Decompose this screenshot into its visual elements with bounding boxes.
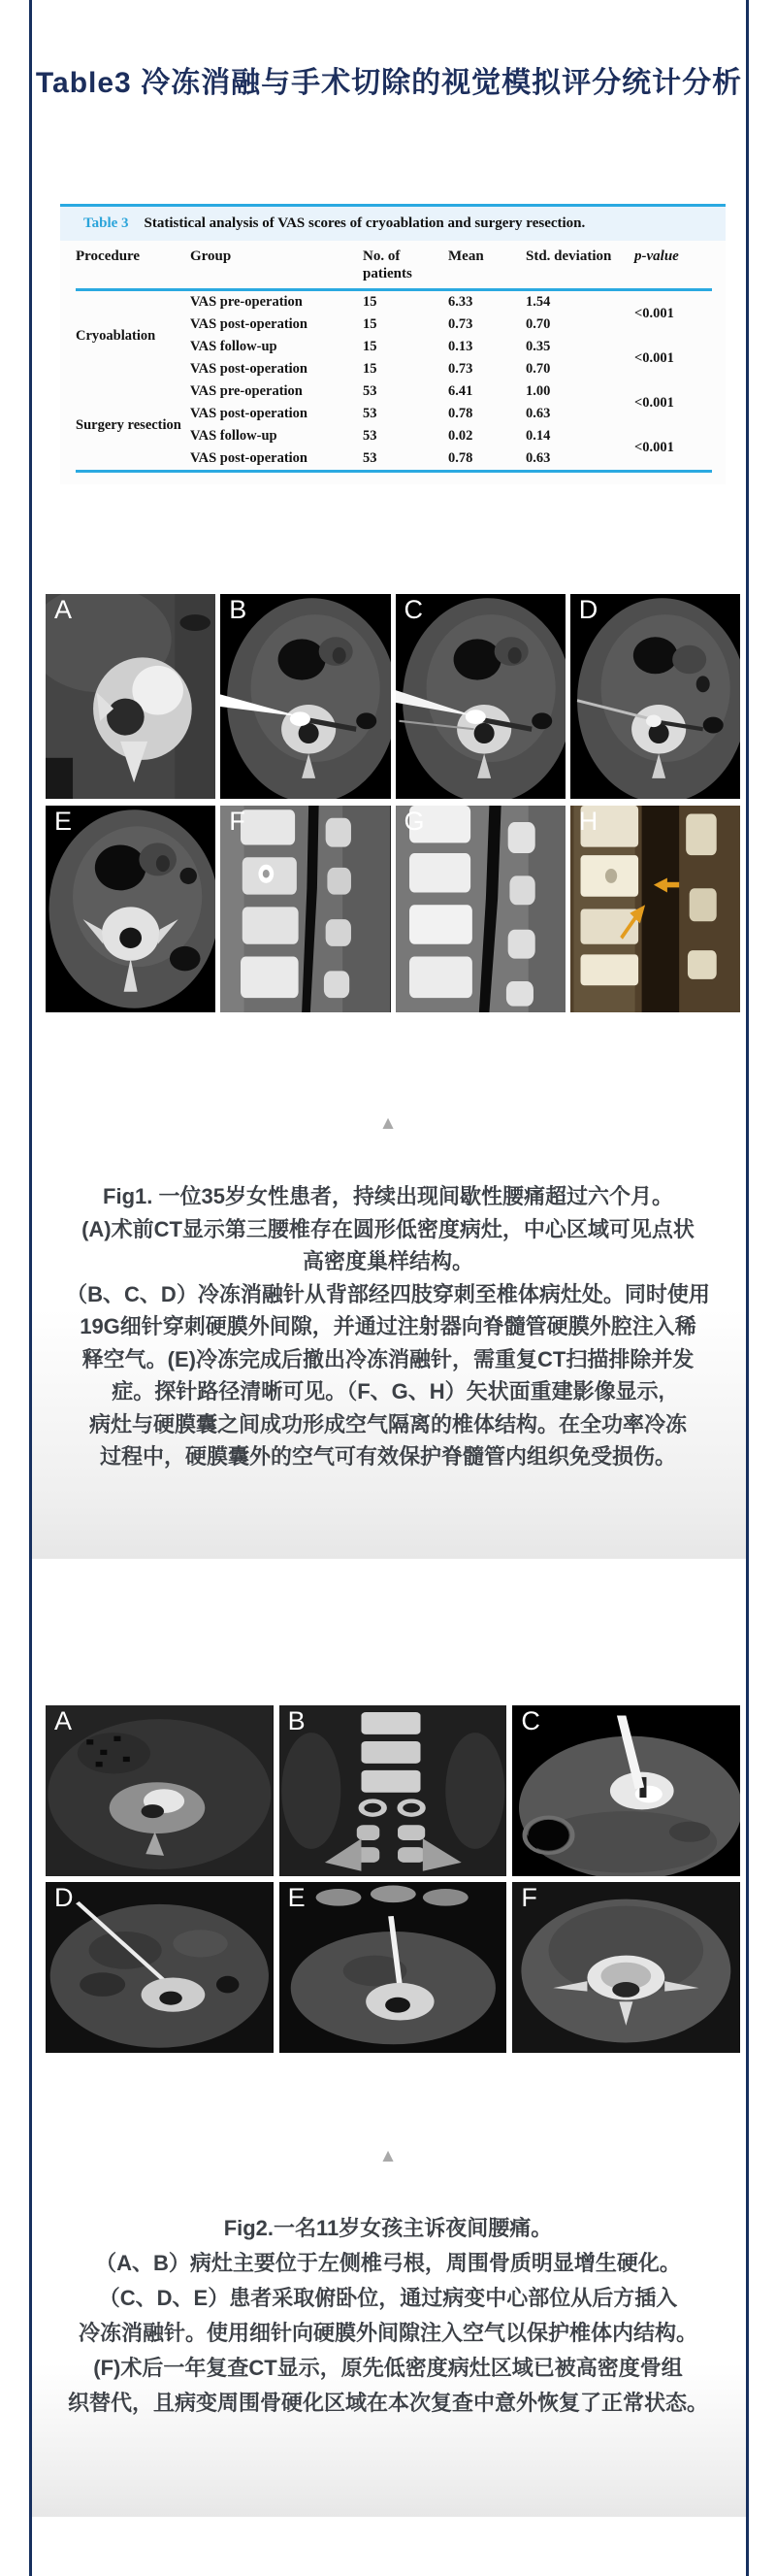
cell-group: VAS pre-operation: [190, 383, 303, 399]
fig2-panel-a: [46, 1705, 274, 1876]
fig2-panel-d-label: D: [54, 1883, 74, 1912]
fig2-panel-b: [279, 1705, 507, 1876]
frame-left-border: [29, 0, 32, 2576]
cell-mean: 0.78: [448, 450, 473, 466]
fig1-panel-d: [570, 594, 740, 799]
table-header-row: [76, 241, 712, 290]
vas-statistics-table: [60, 204, 726, 484]
caption-line: 冷冻消融针。使用细针向硬膜外间隙注入空气以保护椎体内结构。: [78, 2321, 697, 2345]
col-header-pvalue: p-value: [634, 241, 712, 290]
col-header-patients: No. of patients: [363, 241, 448, 290]
cell-mean: 6.41: [448, 383, 473, 399]
cell-sd: 0.70: [526, 361, 551, 377]
caption-line: 织替代，且病变周围骨硬化区域在本次复查中意外恢复了正常状态。: [67, 2391, 708, 2415]
table-caption: [60, 204, 726, 241]
table-row: [76, 290, 712, 314]
fig2-panel-c: [512, 1705, 740, 1876]
fig1-panel-c-label: C: [404, 595, 423, 624]
cell-sd: 0.70: [526, 316, 551, 332]
col-header-sd: Std. deviation: [526, 241, 634, 290]
caption-line: 19G细针穿刺硬膜外间隙，并通过注射器向脊髓管硬膜外腔注入稀: [80, 1314, 696, 1338]
cell-group: VAS pre-operation: [190, 294, 303, 310]
fig1-panel-g: [396, 806, 566, 1012]
fig1-panel-d-label: D: [578, 595, 598, 624]
caption-line: （C、D、E）患者采取俯卧位，通过病变中心部位从后方插入: [98, 2286, 678, 2310]
caption-line: Fig2.一名11岁女孩主诉夜间腰痛。: [223, 2216, 553, 2240]
cell-mean: 0.13: [448, 339, 473, 354]
cell-n: 53: [363, 383, 377, 399]
table-row: [76, 380, 712, 403]
caption-line: 病灶与硬膜囊之间成功形成空气隔离的椎体结构。在全功率冷冻: [88, 1411, 687, 1437]
cell-n: 53: [363, 406, 377, 421]
cell-mean: 0.02: [448, 428, 473, 444]
caption-line: （A、B）病灶主要位于左侧椎弓根，周围骨质明显增生硬化。: [95, 2251, 681, 2275]
fig1-panel-c: [396, 594, 566, 799]
fig1-panel-e: [46, 806, 215, 1012]
cell-n: 53: [363, 450, 377, 466]
fig1-panel-f: [220, 806, 390, 1012]
cell-mean: 0.78: [448, 406, 473, 421]
caption-line: 症。探针路径清晰可见。（F、G、H）矢状面重建影像显示,: [112, 1379, 664, 1404]
fig1-panel-f-label: F: [229, 807, 245, 836]
cell-group: VAS post-operation: [190, 316, 307, 332]
figure2-caption: [41, 2211, 735, 2421]
figure1-panels: [46, 594, 740, 1012]
col-header-mean: Mean: [448, 241, 526, 290]
fig2-panel-c-label: C: [521, 1706, 540, 1735]
fig2-panel-e-label: E: [287, 1883, 306, 1912]
caption-line: (A)术前CT显示第三腰椎存在圆形低密度病灶，中心区域可见点状: [81, 1216, 695, 1241]
cell-group: VAS post-operation: [190, 361, 307, 377]
cell-n: 15: [363, 361, 377, 377]
frame-right-border: [746, 0, 749, 2576]
table-caption-label: Table 3: [83, 215, 129, 231]
fig2-panel-e: [279, 1882, 507, 2053]
fig1-panel-a: [46, 594, 215, 799]
cell-group: VAS post-operation: [190, 406, 307, 421]
caption-line: 过程中，硬膜囊外的空气可有效保护脊髓管内组织免受损伤。: [99, 1444, 676, 1469]
cell-pvalue: <0.001: [634, 305, 674, 321]
col-header-group: Group: [190, 241, 363, 290]
cell-group: VAS follow-up: [190, 428, 277, 444]
triangle-up-icon: ▲: [378, 2146, 398, 2166]
cell-n: 15: [363, 316, 377, 332]
figure2-panels: [46, 1705, 740, 2053]
cell-n: 53: [363, 428, 377, 444]
fig2-panel-a-label: A: [54, 1706, 73, 1735]
cell-pvalue: <0.001: [634, 394, 674, 411]
vas-table: [76, 241, 712, 473]
cell-mean: 6.33: [448, 294, 473, 310]
procedure-cryoablation: Cryoablation: [76, 327, 156, 344]
cell-sd: 0.63: [526, 406, 551, 421]
cell-n: 15: [363, 339, 377, 354]
cell-mean: 0.73: [448, 316, 473, 332]
caption-line: 释空气。(E)冷冻完成后撤出冷冻消融针，需重复CT扫描排除并发: [81, 1346, 695, 1371]
cell-pvalue: <0.001: [634, 439, 674, 455]
cell-sd: 1.54: [526, 294, 551, 310]
cell-group: VAS post-operation: [190, 450, 307, 466]
cell-sd: 0.63: [526, 450, 551, 466]
fig1-panel-h: [570, 806, 740, 1012]
caption-line: (F)术后一年复查CT显示，原先低密度病灶区域已被高密度骨组: [93, 2356, 683, 2380]
cell-group: VAS follow-up: [190, 339, 277, 354]
cell-sd: 0.35: [526, 339, 551, 354]
fig2-panel-d: [46, 1882, 274, 2053]
fig1-panel-b: [220, 594, 390, 799]
cell-pvalue: <0.001: [634, 349, 674, 366]
cell-sd: 0.14: [526, 428, 551, 444]
figure1-caption: [48, 1180, 728, 1473]
content-card-3: [32, 2517, 746, 2576]
fig2-panel-b-label: B: [287, 1706, 306, 1735]
fig1-panel-a-label: A: [54, 595, 73, 624]
caption-line: Fig1. 一位35岁女性患者，持续出现间歇性腰痛超过六个月。: [103, 1184, 673, 1208]
procedure-surgery: Surgery resection: [76, 416, 181, 433]
fig1-panel-e-label: E: [54, 807, 73, 836]
page-title: Table3 冷冻消融与手术切除的视觉模拟评分统计分析: [35, 67, 743, 99]
caption-line: （B、C、D）冷冻消融针从背部经四肢穿刺至椎体病灶处。同时使用: [66, 1281, 710, 1306]
table-caption-text: Statistical analysis of VAS scores of cryoablation and surgery resection.: [144, 215, 586, 231]
cell-n: 15: [363, 294, 377, 310]
fig1-panel-g-label: G: [404, 807, 425, 836]
caption-line: 高密度巢样结构。: [302, 1249, 473, 1273]
fig1-panel-b-label: B: [229, 595, 247, 624]
col-header-procedure: Procedure: [76, 241, 190, 290]
fig2-panel-f: [512, 1882, 740, 2053]
fig2-panel-f-label: F: [521, 1883, 537, 1912]
cell-sd: 1.00: [526, 383, 551, 399]
fig1-panel-h-label: H: [578, 807, 598, 836]
cell-mean: 0.73: [448, 361, 473, 377]
triangle-up-icon: ▲: [378, 1113, 398, 1134]
